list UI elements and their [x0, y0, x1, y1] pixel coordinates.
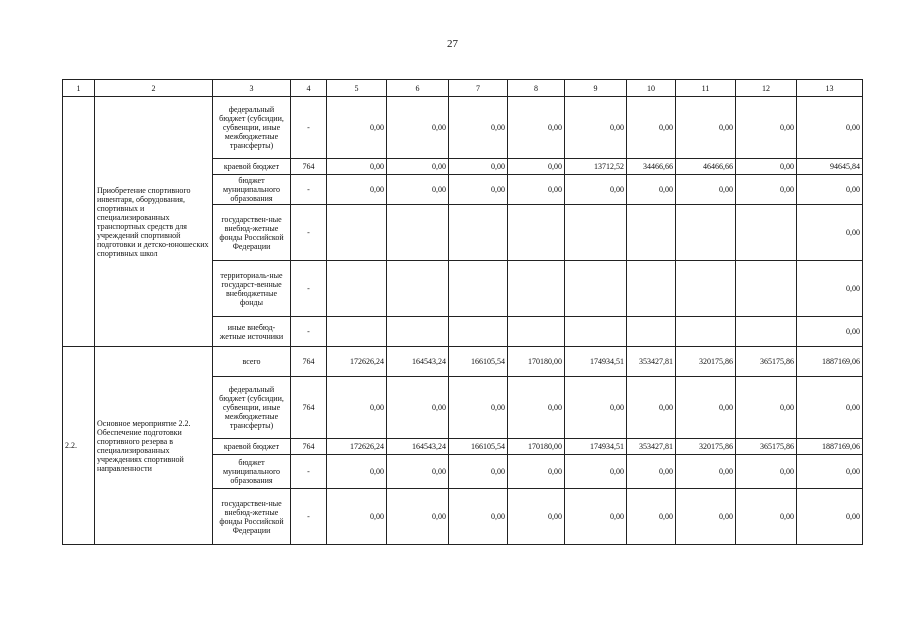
amount-cell: 166105,54 — [449, 347, 508, 377]
amount-cell: 0,00 — [565, 175, 627, 205]
amount-cell — [508, 261, 565, 317]
amount-cell: 353427,81 — [627, 439, 676, 455]
amount-cell: 0,00 — [797, 317, 863, 347]
amount-cell: 0,00 — [508, 455, 565, 489]
amount-cell: 172626,24 — [327, 347, 387, 377]
amount-cell — [676, 261, 736, 317]
amount-cell: 0,00 — [736, 489, 797, 545]
page-number: 27 — [447, 38, 458, 50]
amount-cell: 0,00 — [797, 97, 863, 159]
amount-cell: 0,00 — [387, 377, 449, 439]
amount-cell: 0,00 — [797, 261, 863, 317]
amount-cell: 0,00 — [327, 455, 387, 489]
amount-cell: 0,00 — [327, 377, 387, 439]
amount-cell: 46466,66 — [676, 159, 736, 175]
funding-source: территориаль-ные государст-венные внебюджетные фонды — [213, 261, 291, 317]
amount-cell: 0,00 — [736, 175, 797, 205]
amount-cell: 0,00 — [797, 455, 863, 489]
amount-cell: 0,00 — [676, 377, 736, 439]
amount-cell — [736, 261, 797, 317]
amount-cell: 170180,00 — [508, 439, 565, 455]
funding-source: бюджет муниципального образования — [213, 455, 291, 489]
budget-code: 764 — [291, 377, 327, 439]
amount-cell: 0,00 — [736, 455, 797, 489]
funding-source: краевой бюджет — [213, 159, 291, 175]
amount-cell: 365175,86 — [736, 439, 797, 455]
budget-code: - — [291, 261, 327, 317]
column-header: 10 — [627, 80, 676, 97]
column-header: 8 — [508, 80, 565, 97]
amount-cell: 0,00 — [627, 175, 676, 205]
amount-cell: 0,00 — [736, 97, 797, 159]
amount-cell: 0,00 — [627, 97, 676, 159]
budget-code: 764 — [291, 347, 327, 377]
amount-cell — [327, 317, 387, 347]
activity-description: Основное мероприятие 2.2. Обеспечение подготовки спортивного резерва в специализированных учреждениях спортивной направленности — [95, 347, 213, 545]
amount-cell: 0,00 — [627, 489, 676, 545]
column-header: 11 — [676, 80, 736, 97]
amount-cell: 0,00 — [387, 175, 449, 205]
amount-cell: 0,00 — [627, 455, 676, 489]
funding-source: федеральный бюджет (субсидии, субвенции, иные межбюджетные трансферты) — [213, 97, 291, 159]
column-header: 13 — [797, 80, 863, 97]
amount-cell: 0,00 — [387, 489, 449, 545]
budget-code: - — [291, 97, 327, 159]
table-row — [63, 97, 863, 159]
amount-cell — [387, 317, 449, 347]
amount-cell — [508, 205, 565, 261]
amount-cell: 320175,86 — [676, 439, 736, 455]
amount-cell: 0,00 — [676, 455, 736, 489]
amount-cell: 0,00 — [565, 97, 627, 159]
amount-cell: 0,00 — [327, 489, 387, 545]
amount-cell: 94645,84 — [797, 159, 863, 175]
amount-cell: 0,00 — [797, 205, 863, 261]
amount-cell: 1887169,06 — [797, 347, 863, 377]
amount-cell: 0,00 — [797, 377, 863, 439]
table-row — [63, 347, 863, 377]
header-row — [63, 80, 863, 97]
budget-table — [62, 79, 863, 545]
amount-cell: 13712,52 — [565, 159, 627, 175]
amount-cell: 174934,51 — [565, 347, 627, 377]
amount-cell — [676, 205, 736, 261]
budget-code: - — [291, 455, 327, 489]
row-index: 2.2. — [63, 347, 95, 545]
amount-cell: 164543,24 — [387, 347, 449, 377]
amount-cell: 0,00 — [676, 489, 736, 545]
column-header: 1 — [63, 80, 95, 97]
amount-cell — [736, 317, 797, 347]
column-header: 9 — [565, 80, 627, 97]
amount-cell: 353427,81 — [627, 347, 676, 377]
amount-cell: 0,00 — [449, 159, 508, 175]
amount-cell: 0,00 — [327, 97, 387, 159]
amount-cell — [327, 261, 387, 317]
amount-cell — [449, 261, 508, 317]
amount-cell: 0,00 — [449, 455, 508, 489]
amount-cell: 0,00 — [508, 175, 565, 205]
amount-cell — [565, 205, 627, 261]
amount-cell: 0,00 — [565, 377, 627, 439]
funding-source: федеральный бюджет (субсидии, субвенции, иные межбюджетные трансферты) — [213, 377, 291, 439]
amount-cell: 164543,24 — [387, 439, 449, 455]
funding-source: бюджет муниципального образования — [213, 175, 291, 205]
amount-cell: 0,00 — [387, 159, 449, 175]
amount-cell: 0,00 — [797, 175, 863, 205]
column-header: 2 — [95, 80, 213, 97]
amount-cell: 172626,24 — [327, 439, 387, 455]
amount-cell — [327, 205, 387, 261]
amount-cell — [508, 317, 565, 347]
funding-source: государствен-ные внебюд-жетные фонды Российской Федерации — [213, 489, 291, 545]
activity-description: Приобретение спортивного инвентаря, оборудования, спортивных и специализированных транспортных средств для учреждений спортивной подготовки и детско-юношеских спортивных школ — [95, 97, 213, 347]
amount-cell: 0,00 — [508, 97, 565, 159]
column-header: 3 — [213, 80, 291, 97]
amount-cell: 0,00 — [676, 97, 736, 159]
amount-cell: 166105,54 — [449, 439, 508, 455]
amount-cell: 0,00 — [736, 159, 797, 175]
column-header: 4 — [291, 80, 327, 97]
amount-cell — [449, 205, 508, 261]
amount-cell: 0,00 — [508, 489, 565, 545]
amount-cell — [387, 261, 449, 317]
amount-cell — [676, 317, 736, 347]
column-header: 7 — [449, 80, 508, 97]
amount-cell: 0,00 — [327, 175, 387, 205]
amount-cell: 0,00 — [627, 377, 676, 439]
amount-cell — [387, 205, 449, 261]
amount-cell: 174934,51 — [565, 439, 627, 455]
funding-source: краевой бюджет — [213, 439, 291, 455]
amount-cell — [627, 261, 676, 317]
amount-cell — [565, 261, 627, 317]
column-header: 6 — [387, 80, 449, 97]
row-index — [63, 97, 95, 347]
amount-cell: 0,00 — [449, 97, 508, 159]
budget-code: 764 — [291, 159, 327, 175]
amount-cell: 0,00 — [387, 455, 449, 489]
amount-cell: 0,00 — [797, 489, 863, 545]
amount-cell: 170180,00 — [508, 347, 565, 377]
budget-code: 764 — [291, 439, 327, 455]
amount-cell: 0,00 — [449, 489, 508, 545]
amount-cell: 0,00 — [676, 175, 736, 205]
amount-cell — [565, 317, 627, 347]
amount-cell: 34466,66 — [627, 159, 676, 175]
budget-code: - — [291, 489, 327, 545]
column-header: 5 — [327, 80, 387, 97]
funding-source: государствен-ные внебюд-жетные фонды Российской Федерации — [213, 205, 291, 261]
funding-source: иные внебюд-жетные источники — [213, 317, 291, 347]
amount-cell: 365175,86 — [736, 347, 797, 377]
amount-cell: 0,00 — [327, 159, 387, 175]
amount-cell: 320175,86 — [676, 347, 736, 377]
amount-cell: 0,00 — [508, 159, 565, 175]
budget-code: - — [291, 317, 327, 347]
amount-cell: 0,00 — [449, 377, 508, 439]
amount-cell: 0,00 — [387, 97, 449, 159]
amount-cell — [627, 205, 676, 261]
budget-code: - — [291, 205, 327, 261]
amount-cell: 0,00 — [449, 175, 508, 205]
amount-cell: 0,00 — [508, 377, 565, 439]
amount-cell: 0,00 — [565, 455, 627, 489]
amount-cell — [736, 205, 797, 261]
amount-cell: 0,00 — [565, 489, 627, 545]
amount-cell — [627, 317, 676, 347]
column-header: 12 — [736, 80, 797, 97]
budget-code: - — [291, 175, 327, 205]
amount-cell — [449, 317, 508, 347]
funding-source: всего — [213, 347, 291, 377]
amount-cell: 0,00 — [736, 377, 797, 439]
amount-cell: 1887169,06 — [797, 439, 863, 455]
